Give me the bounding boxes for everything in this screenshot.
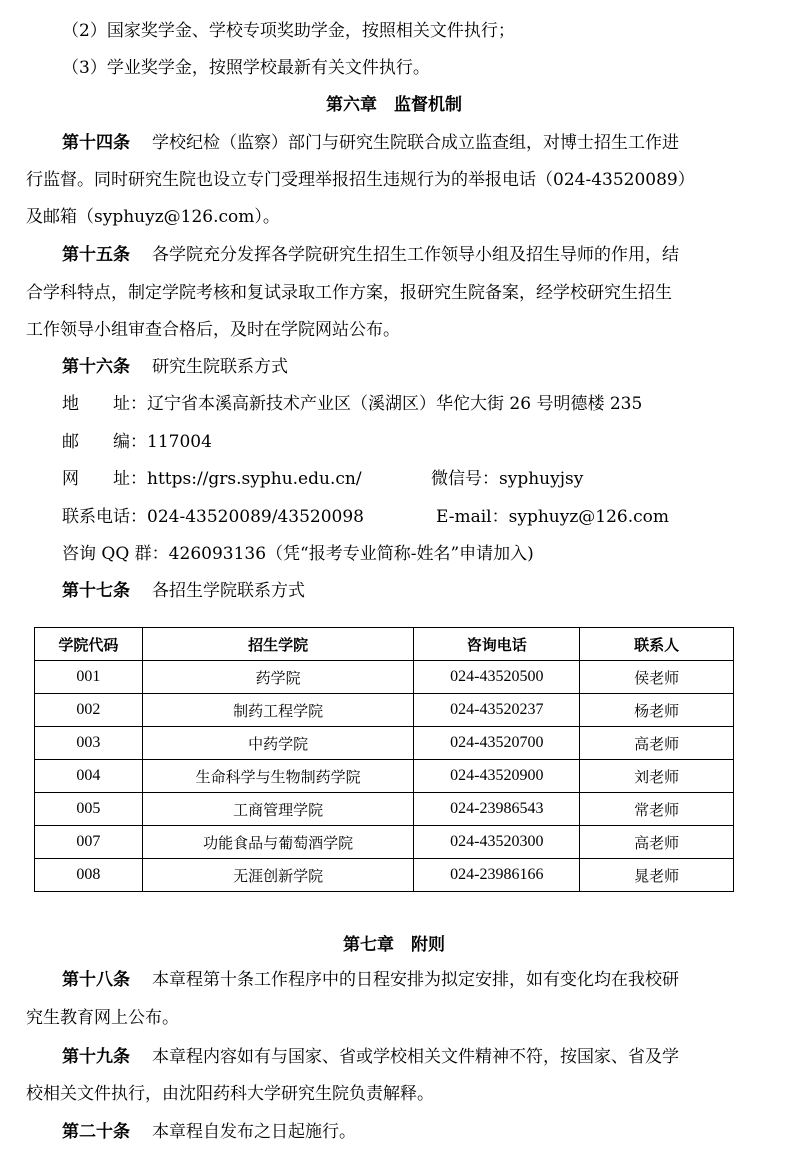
college-phone: 024-43520300 (414, 826, 580, 859)
college-name: 制药工程学院 (142, 694, 414, 727)
table-row (35, 760, 734, 793)
college-name: 药学院 (142, 661, 414, 694)
email-label: E-mail： (436, 507, 509, 527)
college-phone: 024-43520700 (414, 727, 580, 760)
college-phone: 024-23986543 (414, 793, 580, 826)
contact-wechat (431, 467, 583, 491)
article-20-text: 本章程自发布之日起施行。 (152, 1122, 356, 1142)
contact-address (62, 392, 642, 416)
table-row (35, 661, 734, 694)
article-16-text: 研究生院联系方式 (152, 357, 288, 377)
article-20-line (62, 1120, 356, 1144)
article-19-line-1 (62, 1045, 679, 1069)
article-18-line-2: 究生教育网上公布。 (26, 1008, 179, 1028)
college-contact: 高老师 (580, 826, 734, 859)
header-contact: 联系人 (580, 628, 734, 661)
college-phone: 024-23986166 (414, 859, 580, 892)
table-row (35, 859, 734, 892)
zip-value: 117004 (147, 432, 212, 452)
table-row (35, 694, 734, 727)
college-phone: 024-43520237 (414, 694, 580, 727)
article-17-line (62, 579, 305, 603)
website-label: 网 址： (62, 469, 147, 489)
college-code: 004 (35, 760, 143, 793)
article-20-heading: 第二十条 (62, 1122, 130, 1142)
header-college-name: 招生学院 (142, 628, 414, 661)
table-row (35, 826, 734, 859)
article-15-heading: 第十五条 (62, 245, 130, 265)
college-name: 工商管理学院 (142, 793, 414, 826)
college-code: 003 (35, 727, 143, 760)
college-name: 中药学院 (142, 727, 414, 760)
article-17-text: 各招生学院联系方式 (152, 581, 305, 601)
college-phone: 024-43520900 (414, 760, 580, 793)
contact-zip (62, 430, 212, 454)
article-14-heading: 第十四条 (62, 133, 130, 153)
contact-website (62, 467, 362, 491)
article-19-text: 本章程内容如有与国家、省或学校相关文件精神不符，按国家、省及学 (152, 1047, 679, 1067)
header-phone: 咨询电话 (414, 628, 580, 661)
wechat-label: 微信号： (431, 469, 499, 489)
address-value: 辽宁省本溪高新技术产业区（溪湖区）华佗大街 26 号明德楼 235 (147, 394, 643, 414)
article-19-line-2: 校相关文件执行，由沈阳药科大学研究生院负责解释。 (26, 1084, 434, 1104)
table-row (35, 727, 734, 760)
college-code: 002 (35, 694, 143, 727)
article-19-heading: 第十九条 (62, 1047, 130, 1067)
article-14-line-1 (62, 131, 679, 155)
article-18-text: 本章程第十条工作程序中的日程安排为拟定安排，如有变化均在我校研 (152, 970, 679, 990)
header-college-code: 学院代码 (35, 628, 143, 661)
college-contact-table (34, 627, 734, 892)
address-label: 地 址： (62, 394, 147, 414)
article-14-line-3: 及邮箱（syphuyz@126.com）。 (26, 207, 280, 227)
college-contact: 晁老师 (580, 859, 734, 892)
college-code: 001 (35, 661, 143, 694)
article-18-heading: 第十八条 (62, 970, 130, 990)
article-14-line-2: 行监督。同时研究生院也设立专门受理举报招生违规行为的举报电话（024-43520089） (26, 170, 695, 190)
article-15-line-2: 合学科特点，制定学院考核和复试录取工作方案，报研究生院备案，经学校研究生招生 (26, 283, 672, 303)
college-name: 功能食品与葡萄酒学院 (142, 826, 414, 859)
table-row (35, 793, 734, 826)
article-16-heading: 第十六条 (62, 357, 130, 377)
college-contact: 刘老师 (580, 760, 734, 793)
contact-qq-group: 咨询 QQ 群：426093136（凭“报考专业简称-姓名”申请加入) (62, 544, 534, 564)
college-name: 生命科学与生物制药学院 (142, 760, 414, 793)
college-contact: 杨老师 (580, 694, 734, 727)
article-15-line-3: 工作领导小组审查合格后，及时在学院网站公布。 (26, 320, 400, 340)
college-code: 008 (35, 859, 143, 892)
college-phone: 024-43520500 (414, 661, 580, 694)
college-code: 007 (35, 826, 143, 859)
table-header-row (35, 628, 734, 661)
article-15-line-1 (62, 243, 679, 267)
contact-email (436, 505, 669, 529)
email-link[interactable]: syphuyz@126.com (508, 507, 670, 527)
zip-label: 邮 编： (62, 432, 147, 452)
scholarship-item-3: （3）学业奖学金，按照学校最新有关文件执行。 (62, 58, 430, 78)
college-contact: 高老师 (580, 727, 734, 760)
college-code: 005 (35, 793, 143, 826)
article-18-line-1 (62, 968, 679, 992)
chapter-6-title: 第六章 监督机制 (326, 95, 462, 115)
article-16-line (62, 355, 288, 379)
article-17-heading: 第十七条 (62, 581, 130, 601)
wechat-value: syphuyjsy (499, 469, 584, 489)
college-contact: 侯老师 (580, 661, 734, 694)
article-15-text: 各学院充分发挥各学院研究生招生工作领导小组及招生导师的作用，结 (152, 245, 679, 265)
college-contact: 常老师 (580, 793, 734, 826)
website-link[interactable]: https://grs.syphu.edu.cn/ (147, 469, 362, 489)
phone-value: 024-43520089/43520098 (147, 507, 364, 527)
article-14-text: 学校纪检（监察）部门与研究生院联合成立监查组，对博士招生工作进 (152, 133, 679, 153)
phone-label: 联系电话： (62, 507, 147, 527)
contact-phone (62, 505, 364, 529)
scholarship-item-2: （2）国家奖学金、学校专项奖助学金，按照相关文件执行； (62, 21, 515, 41)
chapter-7-title: 第七章 附则 (343, 935, 445, 955)
college-name: 无涯创新学院 (142, 859, 414, 892)
